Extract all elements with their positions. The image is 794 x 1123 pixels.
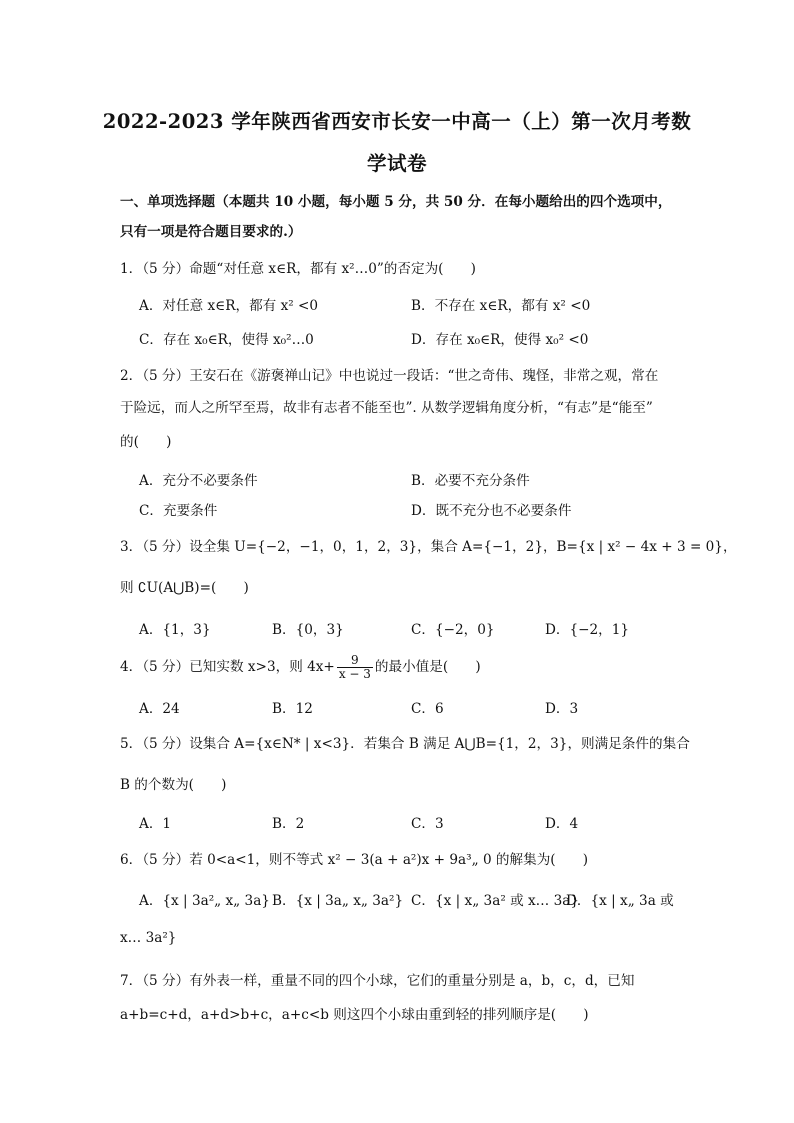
question-1-stem: 1．（5 分）命题“对任意 x∈R，都有 x²…0”的否定为( ) bbox=[120, 261, 476, 277]
question-4-option-c: C．6 bbox=[411, 701, 444, 717]
question-7-line2: a+b=c+d，a+d>b+c，a+c<b 则这四个小球由重到轻的排列顺序是( ) bbox=[120, 1007, 589, 1023]
question-2-option-c: C．充要条件 bbox=[139, 503, 218, 519]
question-5-option-c: C．3 bbox=[411, 816, 444, 832]
question-3-option-b: B．{0，3} bbox=[272, 622, 344, 638]
question-6-stem: 6．（5 分）若 0<a<1，则不等式 x² − 3(a + a²)x + 9a³„ 0 的解集为( ) bbox=[120, 852, 589, 868]
question-1-option-b: B．不存在 x∈R，都有 x² <0 bbox=[411, 298, 591, 314]
question-5-option-a: A．1 bbox=[139, 816, 172, 832]
question-3-option-a: A．{1，3} bbox=[139, 622, 211, 638]
question-5-line1: 5．（5 分）设集合 A={x∈N* | x<3}．若集合 B 满足 A⋃B={1，2，3}，则满足条件的集合 bbox=[120, 736, 690, 752]
fraction bbox=[337, 654, 373, 681]
question-3-line1: 3．（5 分）设全集 U={−2，−1，0，1，2，3}，集合 A={−1，2}，B={x | x² − 4x + 3 = 0}， bbox=[120, 539, 737, 555]
question-2-line1: 2．（5 分）王安石在《游褒禅山记》中也说过一段话：“世之奇伟、瑰怪，非常之观，常在 bbox=[120, 368, 659, 384]
question-2-line3: 的( ) bbox=[120, 434, 172, 450]
question-6-option-b: B．{x | 3a„ x„ 3a²} bbox=[272, 893, 404, 909]
question-1-option-d: D．存在 x₀∈R，使得 x₀² <0 bbox=[411, 332, 589, 348]
question-4-stem-prefix: 4．（5 分）已知实数 x>3，则 4x+ bbox=[120, 659, 335, 676]
question-6-option-c: C．{x | x„ 3a² 或 x… 3a} bbox=[411, 893, 579, 909]
question-3-option-c: C．{−2，0} bbox=[411, 622, 495, 638]
fraction-denominator: x − 3 bbox=[338, 667, 371, 682]
section-heading-line1: 一、单项选择题（本题共 10 小题，每小题 5 分，共 50 分．在每小题给出的四个选项中， bbox=[120, 194, 672, 210]
question-6-option-d: D．{x | x„ 3a 或 bbox=[566, 893, 674, 909]
question-4-stem bbox=[120, 654, 481, 681]
question-4-stem-suffix: 的最小值是( ) bbox=[374, 659, 481, 676]
question-2-line2: 于险远，而人之所罕至焉，故非有志者不能至也”. 从数学逻辑角度分析，“有志”是“能至” bbox=[120, 400, 653, 416]
question-4-option-b: B．12 bbox=[272, 701, 313, 717]
question-5-line2: B 的个数为( ) bbox=[120, 777, 227, 793]
question-2-option-d: D．既不充分也不必要条件 bbox=[411, 503, 572, 519]
question-2-option-a: A．充分不必要条件 bbox=[139, 473, 258, 489]
question-7-line1: 7．（5 分）有外表一样，重量不同的四个小球，它们的重量分别是 a，b，c，d，已知 bbox=[120, 973, 635, 989]
question-1-option-a: A．对任意 x∈R，都有 x² <0 bbox=[139, 298, 319, 314]
question-3-line2: 则 ∁U(A⋃B)=( ) bbox=[120, 580, 249, 596]
exam-title-line1: 2022-2023 学年陕西省西安市长安一中高一（上）第一次月考数 bbox=[102, 110, 692, 133]
question-6-option-a: A．{x | 3a²„ x„ 3a} bbox=[139, 893, 270, 909]
fraction-numerator: 9 bbox=[337, 654, 373, 668]
question-2-option-b: B．必要不充分条件 bbox=[411, 473, 530, 489]
question-5-option-d: D．4 bbox=[545, 816, 579, 832]
question-4-option-d: D．3 bbox=[545, 701, 579, 717]
question-6-option-d-continued: x… 3a²} bbox=[120, 930, 177, 946]
question-5-option-b: B．2 bbox=[272, 816, 305, 832]
exam-title-line2: 学试卷 bbox=[366, 152, 427, 175]
question-4-option-a: A．24 bbox=[139, 701, 180, 717]
question-3-option-d: D．{−2，1} bbox=[545, 622, 630, 638]
section-heading-line2: 只有一项是符合题目要求的.） bbox=[120, 224, 302, 240]
question-1-option-c: C．存在 x₀∈R，使得 x₀²…0 bbox=[139, 332, 314, 348]
